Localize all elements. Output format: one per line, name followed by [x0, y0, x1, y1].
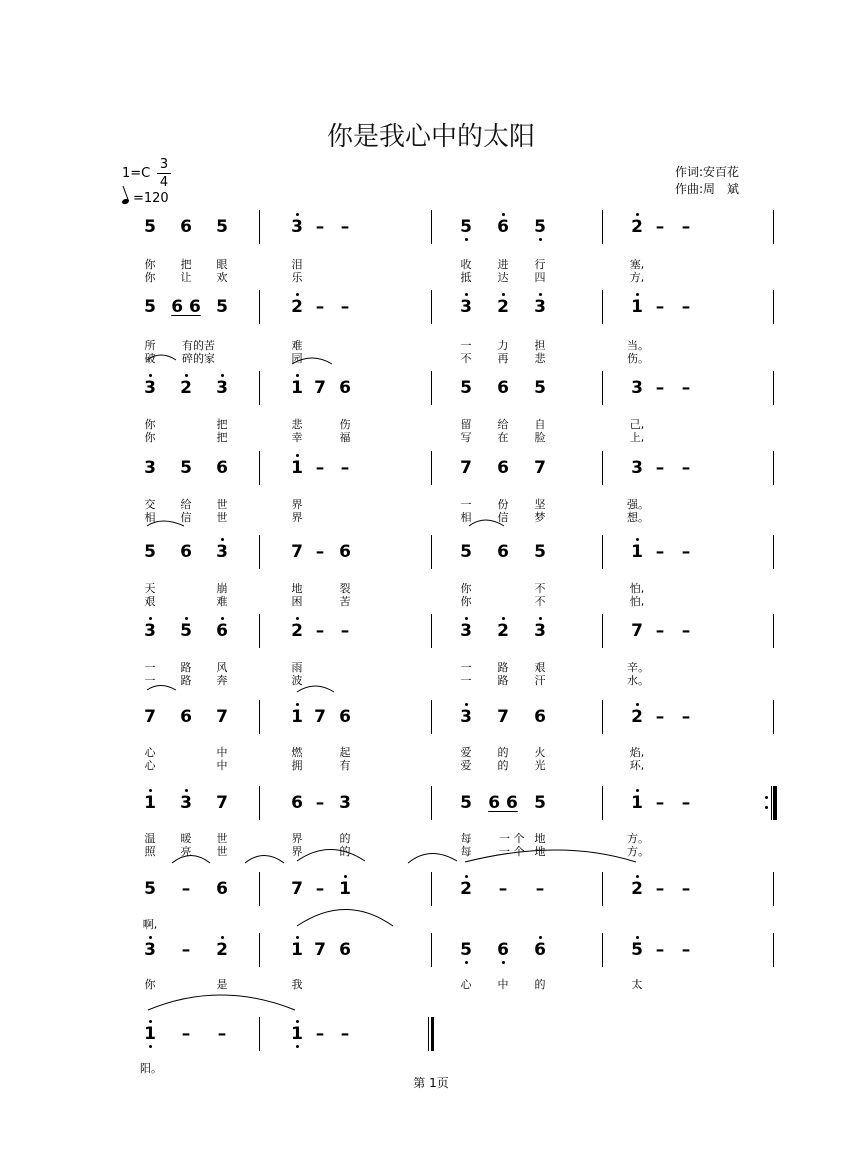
lyric-syllable: 方, [629, 271, 645, 284]
slur [245, 856, 284, 864]
note-digit: 1 [291, 378, 303, 398]
lyric-syllable: 你 [144, 431, 156, 444]
lyric-syllable: 塞, [629, 258, 645, 271]
lyric-syllable: 信 [497, 511, 509, 524]
lyric-syllable: 再 [497, 352, 509, 365]
note-digit: 5 [180, 458, 192, 478]
note-digit: – [315, 879, 325, 899]
lyric-syllable: 方。 [627, 845, 649, 858]
lyric-syllable: 世 [216, 832, 228, 845]
note-digit: – [655, 940, 665, 960]
lyric-syllable: 坚 [534, 498, 546, 511]
lyric-syllable: 强。 [627, 498, 649, 511]
lyric-syllable: 行 [534, 258, 546, 271]
lyric-syllable: 你 [144, 258, 156, 271]
lyric-syllable: 把 [180, 258, 192, 271]
note-digit: 2 [497, 297, 509, 317]
song-title: 你是我心中的太阳 [326, 122, 535, 152]
lyric-syllable: 暖 [180, 832, 192, 845]
note-digit: 2 [631, 217, 643, 237]
note-digit: 3 [180, 793, 192, 813]
lyric-syllable: 界 [291, 845, 303, 858]
note-digit: 7 [216, 707, 228, 727]
note-digit: 6 [180, 707, 192, 727]
lyric-syllable: 奔 [216, 674, 228, 687]
lyric-syllable: 泪 [291, 258, 303, 271]
note-digit: – [181, 940, 191, 960]
lyric-syllable: 是 [216, 978, 228, 991]
lyric-syllable: 抵 [460, 271, 472, 284]
lyric-syllable: 一 [144, 674, 156, 687]
note-digit: 2 [631, 879, 643, 899]
note-digit: 5 [534, 793, 546, 813]
note-digit: 1 [291, 940, 303, 960]
lyric-syllable: 路 [180, 674, 192, 687]
lyric-syllable: 啊, [142, 918, 158, 931]
note-digit: – [315, 217, 325, 237]
note-digit: 7 [291, 879, 303, 899]
lyric-syllable: 照 [144, 845, 156, 858]
lyric-syllable: 眼 [216, 258, 228, 271]
lyric-syllable: 怕, [629, 595, 645, 608]
note-digit: 6 [180, 542, 192, 562]
note-digit: 7 [497, 707, 509, 727]
lyric-syllable: 一 [460, 339, 472, 352]
note-digit: – [681, 217, 691, 237]
lyric-syllable: 不 [534, 595, 546, 608]
lyric-syllable: 拥 [291, 759, 303, 772]
lyric-syllable: 四 [534, 271, 546, 284]
note-digit: – [655, 542, 665, 562]
note-digit: 5 [216, 297, 228, 317]
slur [147, 355, 176, 360]
note-digit: 3 [144, 378, 156, 398]
lyric-syllable: 欢 [216, 271, 228, 284]
lyric-syllable: 信 [180, 511, 192, 524]
lyric-syllable: 写 [460, 431, 472, 444]
note-digit: 6 [291, 793, 303, 813]
lyric-syllable: 水。 [627, 674, 649, 687]
note-digit: 1 [144, 1024, 156, 1044]
note-digit: 6 [497, 217, 509, 237]
note-digit: – [498, 879, 508, 899]
lyric-syllable: 怕, [629, 582, 645, 595]
note-digit: 5 [144, 879, 156, 899]
lyric-syllable: 你 [144, 978, 156, 991]
note-digit: 2 [291, 621, 303, 641]
slur [297, 910, 393, 927]
note-digit: 7 [460, 458, 472, 478]
lyric-syllable: 脸 [534, 431, 546, 444]
lyric-syllable: 路 [180, 661, 192, 674]
note-digit: 1 [144, 793, 156, 813]
lyric-syllable: 汗 [534, 674, 546, 687]
composer: 作曲:周 斌 [675, 182, 740, 196]
note-digit: 2 [460, 879, 472, 899]
lyric-syllable: 裂 [339, 582, 351, 595]
note-digit: 7 [291, 542, 303, 562]
note-digit: – [655, 621, 665, 641]
note-digit: 5 [180, 621, 192, 641]
note-digit: – [315, 1024, 325, 1044]
lyric-syllable: 自 [534, 418, 546, 431]
lyric-syllable: 心 [460, 978, 472, 991]
lyric-syllable: 难 [291, 339, 303, 352]
note-digit: – [681, 458, 691, 478]
note-digit: 6 6 [488, 793, 518, 813]
note-digit: – [681, 879, 691, 899]
note-digit: – [315, 621, 325, 641]
note-digit: – [340, 621, 350, 641]
lyric-syllable: 天 [144, 582, 156, 595]
lyric-syllable: 的 [534, 978, 546, 991]
lyric-syllable: 不 [534, 582, 546, 595]
lyricist: 作词:安百花 [675, 165, 740, 179]
lyric-syllable: 梦 [534, 511, 546, 524]
note-digit: – [535, 879, 545, 899]
lyric-syllable: 艰 [144, 595, 156, 608]
lyric-syllable: 悲 [534, 352, 546, 365]
note-digit: 6 [534, 940, 546, 960]
lyric-syllable: 光 [534, 759, 546, 772]
lyric-syllable: 你 [144, 271, 156, 284]
lyric-syllable: 地 [291, 582, 303, 595]
note-digit: 7 [314, 940, 326, 960]
note-digit: 3 [216, 378, 228, 398]
lyric-syllable: 当。 [627, 339, 649, 352]
lyric-syllable: 一 个 [499, 832, 525, 845]
note-digit: – [681, 707, 691, 727]
time-signature-bottom: 4 [159, 175, 169, 190]
lyric-syllable: 苦 [339, 595, 351, 608]
note-digit: 3 [631, 378, 643, 398]
lyric-syllable: 世 [216, 511, 228, 524]
note-digit: 5 [631, 940, 643, 960]
lyric-syllable: 雨 [291, 661, 303, 674]
lyric-syllable: 爱 [460, 746, 472, 759]
lyric-syllable: 份 [497, 498, 509, 511]
note-digit: – [655, 458, 665, 478]
lyric-syllable: 破 [144, 352, 156, 365]
note-digit: 7 [534, 458, 546, 478]
note-digit: 5 [460, 793, 472, 813]
note-digit: 7 [314, 378, 326, 398]
note-digit: – [681, 621, 691, 641]
note-digit: 6 [534, 707, 546, 727]
lyric-syllable: 爱 [460, 759, 472, 772]
lyric-syllable: 收 [460, 258, 472, 271]
note-digit: 3 [291, 217, 303, 237]
note-digit: 1 [291, 707, 303, 727]
note-digit: 6 [216, 621, 228, 641]
note-digit: 5 [460, 542, 472, 562]
note-digit: 5 [534, 217, 546, 237]
slur [297, 850, 365, 862]
note-digit: 5 [144, 297, 156, 317]
lyric-syllable: 想。 [627, 511, 649, 524]
lyric-syllable: 地 [534, 832, 546, 845]
note-digit: – [681, 793, 691, 813]
lyric-syllable: 方。 [627, 832, 649, 845]
lyric-syllable: 每 [460, 832, 472, 845]
note-digit: 1 [339, 879, 351, 899]
lyric-syllable: 的 [497, 746, 509, 759]
lyric-syllable: 风 [216, 661, 228, 674]
lyric-syllable: 上, [629, 431, 645, 444]
lyric-syllable: 福 [339, 431, 351, 444]
note-digit: – [315, 542, 325, 562]
lyric-syllable: 艰 [534, 661, 546, 674]
note-digit: 7 [216, 793, 228, 813]
lyric-syllable: 留 [460, 418, 472, 431]
note-digit: – [315, 297, 325, 317]
lyric-syllable: 的 [497, 759, 509, 772]
note-digit: 6 6 [171, 297, 201, 317]
page-footer: 第 1页 [413, 1076, 449, 1090]
lyric-syllable: 燃 [291, 746, 303, 759]
note-digit: 5 [216, 217, 228, 237]
note-digit: 5 [144, 542, 156, 562]
lyric-syllable: 你 [460, 595, 472, 608]
note-digit: 2 [291, 297, 303, 317]
note-digit: – [217, 1024, 227, 1044]
lyric-syllable: 阳。 [140, 1062, 162, 1075]
note-digit: 1 [631, 542, 643, 562]
note-digit: – [655, 217, 665, 237]
note-digit: 2 [631, 707, 643, 727]
note-digit: 7 [631, 621, 643, 641]
note-digit: 2 [180, 378, 192, 398]
lyric-syllable: 给 [497, 418, 509, 431]
lyric-syllable: 界 [291, 498, 303, 511]
lyric-syllable: 心 [144, 759, 156, 772]
lyric-syllable: 园 [291, 352, 303, 365]
note-digit: 5 [460, 217, 472, 237]
lyric-syllable: 把 [216, 431, 228, 444]
lyric-syllable: 伤 [339, 418, 351, 431]
note-digit: 2 [216, 940, 228, 960]
note-digit: 1 [291, 458, 303, 478]
lyric-syllable: 你 [460, 582, 472, 595]
lyric-syllable: 地 [534, 845, 546, 858]
note-digit: 3 [144, 621, 156, 641]
note-digit: – [681, 940, 691, 960]
note-digit: 6 [497, 940, 509, 960]
note-digit: 1 [291, 1024, 303, 1044]
lyric-syllable: 难 [216, 595, 228, 608]
slur [148, 995, 295, 1010]
note-digit: 3 [534, 621, 546, 641]
lyric-syllable: 崩 [216, 582, 228, 595]
note-digit: – [340, 1024, 350, 1044]
lyric-syllable: 温 [144, 832, 156, 845]
slur [147, 686, 176, 691]
note-digit: 6 [497, 542, 509, 562]
lyric-syllable: 一 [460, 674, 472, 687]
lyric-syllable: 相 [460, 511, 472, 524]
lyric-syllable: 进 [497, 258, 509, 271]
note-digit: 6 [497, 458, 509, 478]
lyric-syllable: 焰, [629, 746, 645, 759]
note-digit: – [681, 542, 691, 562]
lyric-syllable: 辛。 [627, 661, 649, 674]
note-digit: 6 [339, 378, 351, 398]
note-digit: 6 [339, 707, 351, 727]
lyric-syllable: 我 [291, 978, 303, 991]
note-digit: 7 [314, 707, 326, 727]
lyric-syllable: 波 [291, 674, 303, 687]
lyric-syllable: 的 [339, 845, 351, 858]
note-digit: 1 [631, 297, 643, 317]
lyric-syllable: 伤。 [627, 352, 649, 365]
lyric-syllable: 所 [144, 339, 156, 352]
note-digit: 2 [497, 621, 509, 641]
slur [469, 520, 504, 526]
lyric-syllable: 火 [534, 746, 546, 759]
lyric-syllable: 一 [144, 661, 156, 674]
lyric-syllable: 让 [180, 271, 192, 284]
lyric-syllable: 路 [497, 674, 509, 687]
lyric-syllable: 碎的家 [182, 352, 215, 365]
lyric-syllable: 起 [339, 746, 351, 759]
lyric-syllable: 亮 [180, 845, 192, 858]
lyric-syllable: 界 [291, 511, 303, 524]
note-digit: 1 [631, 793, 643, 813]
note-digit: – [655, 707, 665, 727]
lyric-syllable: 乐 [291, 271, 303, 284]
slur [408, 853, 457, 863]
note-digit: – [655, 378, 665, 398]
note-digit: 3 [631, 458, 643, 478]
note-digit: 3 [216, 542, 228, 562]
lyric-syllable: 每 [460, 845, 472, 858]
lyric-syllable: 困 [291, 595, 303, 608]
lyric-syllable: 在 [497, 431, 509, 444]
note-digit: – [181, 1024, 191, 1044]
slur [147, 521, 184, 526]
lyric-syllable: 环, [629, 759, 645, 772]
note-digit: – [655, 297, 665, 317]
note-digit: 3 [460, 621, 472, 641]
note-digit: – [681, 378, 691, 398]
time-signature-top: 3 [159, 157, 169, 172]
note-digit: 3 [339, 793, 351, 813]
note-digit: – [340, 217, 350, 237]
note-digit: 6 [216, 879, 228, 899]
lyric-syllable: 幸 [291, 431, 303, 444]
slur [465, 850, 636, 862]
lyric-syllable: 己, [629, 418, 645, 431]
key-signature: 1=C [122, 166, 151, 181]
lyric-syllable: 给 [180, 498, 192, 511]
lyric-syllable: 达 [497, 271, 509, 284]
note-digit: 3 [460, 707, 472, 727]
note-digit: 5 [144, 217, 156, 237]
slur [297, 686, 334, 692]
lyric-syllable: 你 [144, 418, 156, 431]
note-digit: 5 [534, 378, 546, 398]
lyric-syllable: 悲 [291, 418, 303, 431]
lyric-syllable: 一 [460, 661, 472, 674]
lyric-syllable: 的 [339, 832, 351, 845]
slur [292, 358, 332, 364]
lyric-syllable: 世 [216, 498, 228, 511]
note-digit: – [340, 458, 350, 478]
lyric-syllable: 中 [497, 978, 509, 991]
lyric-syllable: 相 [144, 511, 156, 524]
lyric-syllable: 有的苦 [182, 339, 215, 352]
note-digit: 3 [144, 940, 156, 960]
lyric-syllable: 中 [216, 746, 228, 759]
note-digit: – [181, 879, 191, 899]
note-digit: 3 [144, 458, 156, 478]
tempo-value: =120 [133, 191, 169, 206]
slur [172, 856, 210, 864]
lyric-syllable: 一 个 [499, 845, 525, 858]
note-digit: – [315, 793, 325, 813]
note-digit: – [655, 793, 665, 813]
note-digit: 5 [534, 542, 546, 562]
note-digit: 6 [216, 458, 228, 478]
note-digit: 6 [339, 940, 351, 960]
note-digit: – [681, 297, 691, 317]
lyric-syllable: 有 [339, 759, 351, 772]
note-digit: 5 [460, 378, 472, 398]
note-digit: 3 [460, 297, 472, 317]
lyric-syllable: 把 [216, 418, 228, 431]
note-digit: 6 [180, 217, 192, 237]
lyric-syllable: 路 [497, 661, 509, 674]
lyric-syllable: 一 [460, 498, 472, 511]
note-digit: 6 [339, 542, 351, 562]
note-digit: – [315, 458, 325, 478]
lyric-syllable: 中 [216, 759, 228, 772]
note-digit: 3 [534, 297, 546, 317]
lyric-syllable: 交 [144, 498, 156, 511]
lyric-syllable: 担 [534, 339, 546, 352]
lyric-syllable: 界 [291, 832, 303, 845]
note-digit: – [655, 879, 665, 899]
lyric-syllable: 世 [216, 845, 228, 858]
note-digit: – [340, 297, 350, 317]
lyric-syllable: 不 [460, 352, 472, 365]
note-digit: 7 [144, 707, 156, 727]
lyric-syllable: 力 [497, 339, 509, 352]
lyric-syllable: 太 [631, 978, 643, 991]
lyric-syllable: 心 [144, 746, 156, 759]
note-digit: 6 [497, 378, 509, 398]
note-digit: 5 [460, 940, 472, 960]
